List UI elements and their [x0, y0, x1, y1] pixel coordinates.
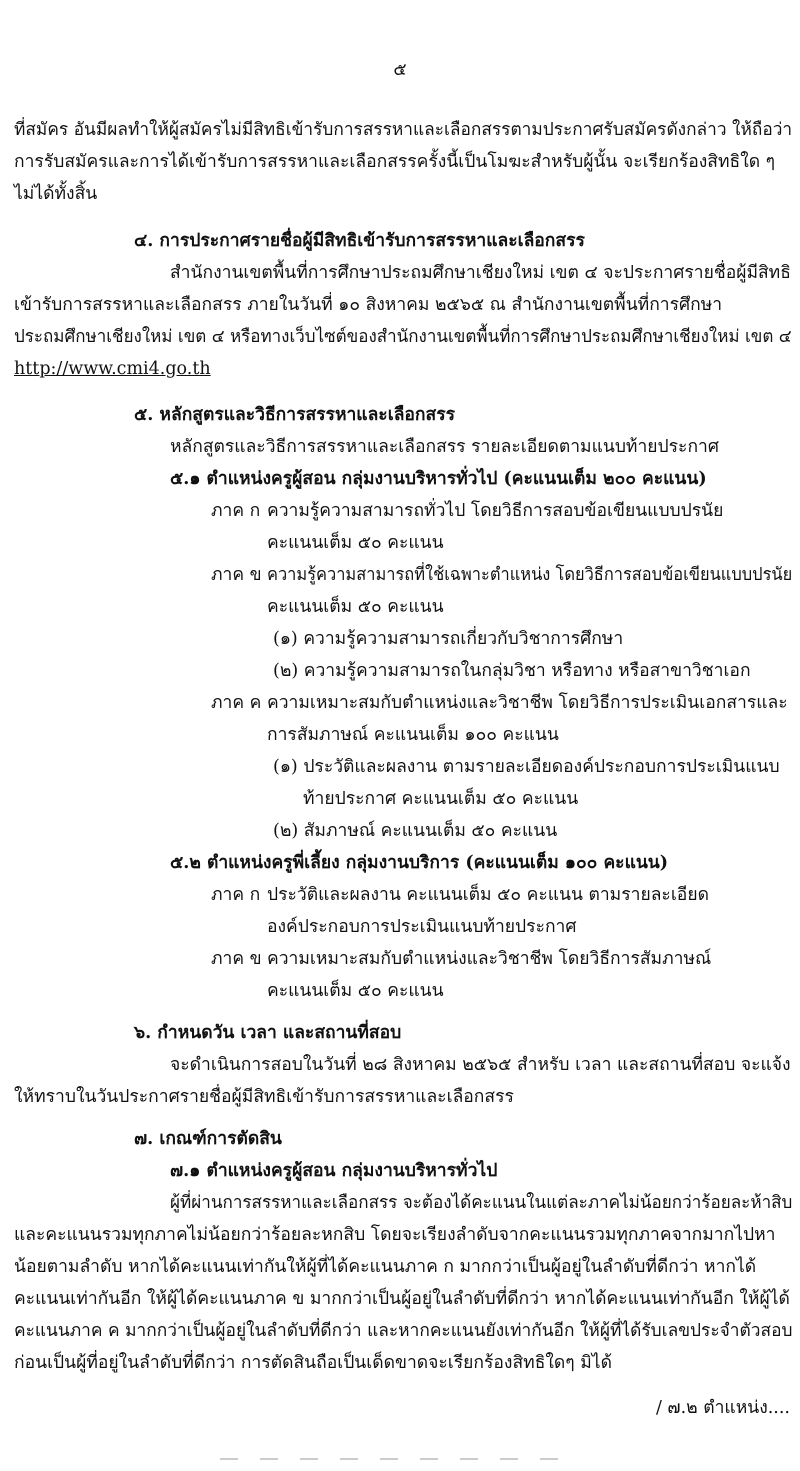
sub-item: (๒) ความรู้ความสามารถในกลุ่มวิชา หรือทาง หรือสาขาวิชาเอก [273, 661, 751, 681]
sub-item: (๑) ประวัติและผลงาน ตามรายละเอียดองค์ประกอบการประเมินแนบ [273, 757, 780, 777]
sub-item: (๒) สัมภาษณ์ คะแนนเต็ม ๕๐ คะแนน [273, 821, 558, 841]
part-label: ภาค ก [211, 885, 261, 905]
page-number: ๕ [393, 60, 407, 80]
part-label: ภาค ค [211, 693, 262, 713]
paragraph-line: และคะแนนรวมทุกภาคไม่น้อยกว่าร้อยละหกสิบ โดยจะเรียงลำดับจากคะแนนรวมทุกภาคจากมากไปหา [14, 1225, 776, 1245]
section-heading-4: ๔. การประกาศรายชื่อผู้มีสิทธิเข้ารับการสรรหาและเลือกสรร [134, 231, 585, 251]
sub-item: (๑) ความรู้ความสามารถเกี่ยวกับวิชาการศึกษา [273, 629, 624, 649]
section-heading-7: ๗. เกณฑ์การตัดสิน [134, 1129, 282, 1149]
paragraph-line: น้อยตามลำดับ หากได้คะแนนเท่ากันให้ผู้ที่ได้คะแนนภาค ก มากกว่าเป็นผู้อยู่ในลำดับที่ดีกว่า หากได้ [14, 1257, 757, 1277]
paragraph-line: การรับสมัครและการได้เข้ารับการสรรหาและเลือกสรรครั้งนี้เป็นโมฆะสำหรับผู้นั้น จะเรียกร้องสิทธิใด ๆ [14, 152, 776, 172]
part-text: การสัมภาษณ์ คะแนนเต็ม ๑๐๐ คะแนน [267, 725, 559, 745]
part-label: ภาค ก [211, 501, 261, 521]
paragraph-line: จะดำเนินการสอบในวันที่ ๒๘ สิงหาคม ๒๕๖๕ สำหรับ เวลา และสถานที่สอบ จะแจ้ง [170, 1055, 791, 1075]
part-label: ภาค ข [211, 565, 262, 585]
subsection-heading-5-2: ๕.๒ ตำแหน่งครูพี่เลี้ยง กลุ่มงานบริการ (คะแนนเต็ม ๑๐๐ คะแนน) [170, 853, 669, 873]
part-text: ความเหมาะสมกับตำแหน่งและวิชาชีพ โดยวิธีการสัมภาษณ์ [267, 949, 712, 969]
continuation-marker: / ๗.๒ ตำแหน่ง.... [655, 1398, 790, 1418]
part-text: ประวัติและผลงาน คะแนนเต็ม ๕๐ คะแนน ตามรายละเอียด [267, 885, 709, 905]
website-link[interactable]: http://www.cmi4.go.th [14, 359, 211, 379]
sub-item: ท้ายประกาศ คะแนนเต็ม ๕๐ คะแนน [303, 789, 579, 809]
part-text: คะแนนเต็ม ๕๐ คะแนน [267, 981, 444, 1001]
paragraph-line: ประถมศึกษาเชียงใหม่ เขต ๔ หรือทางเว็บไซต์ของสำนักงานเขตพื้นที่การศึกษาประถมศึกษาเชียงใหม่ เขต ๔ [14, 327, 792, 347]
subsection-heading-7-1: ๗.๑ ตำแหน่งครูผู้สอน กลุ่มงานบริหารทั่วไป [170, 1161, 498, 1181]
paragraph-line: ไม่ได้ทั้งสิ้น [14, 184, 98, 204]
paragraph-line: สำนักงานเขตพื้นที่การศึกษาประถมศึกษาเชียงใหม่ เขต ๔ จะประกาศรายชื่อผู้มีสิทธิ [170, 263, 791, 283]
paragraph-line: หลักสูตรและวิธีการสรรหาและเลือกสรร รายละเอียดตามแนบท้ายประกาศ [170, 437, 719, 457]
paragraph-line: คะแนนเท่ากันอีก ให้ผู้ได้คะแนนภาค ข มากกว่าเป็นผู้อยู่ในลำดับที่ดีกว่า หากได้คะแนนเท่ากันอีก ให้ผู้ได้ [14, 1289, 790, 1309]
subsection-heading-5-1: ๕.๑ ตำแหน่งครูผู้สอน กลุ่มงานบริหารทั่วไป (คะแนนเต็ม ๒๐๐ คะแนน) [170, 469, 707, 489]
part-label: ภาค ข [211, 949, 262, 969]
part-text: ความเหมาะสมกับตำแหน่งและวิชาชีพ โดยวิธีการประเมินเอกสารและ [267, 693, 788, 713]
paragraph-line: เข้ารับการสรรหาและเลือกสรร ภายในวันที่ ๑๐ สิงหาคม ๒๕๖๕ ณ สำนักงานเขตพื้นที่การศึกษา [14, 295, 723, 315]
section-heading-5: ๕. หลักสูตรและวิธีการสรรหาและเลือกสรร [134, 405, 455, 425]
part-text: คะแนนเต็ม ๕๐ คะแนน [267, 533, 444, 553]
part-text: ความรู้ความสามารถทั่วไป โดยวิธีการสอบข้อเขียนแบบปรนัย [267, 501, 724, 521]
section-heading-6: ๖. กำหนดวัน เวลา และสถานที่สอบ [134, 1023, 402, 1043]
part-text: คะแนนเต็ม ๕๐ คะแนน [267, 597, 444, 617]
paragraph-line: ให้ทราบในวันประกาศรายชื่อผู้มีสิทธิเข้ารับการสรรหาและเลือกสรร [14, 1087, 514, 1107]
paragraph-line: คะแนนภาค ค มากกว่าเป็นผู้อยู่ในลำดับที่ดีกว่า และหากคะแนนยังเท่ากันอีก ให้ผู้ที่ได้รับเลขประจำตัวสอบ [14, 1321, 793, 1341]
paragraph-line: ที่สมัคร อันมีผลทำให้ผู้สมัครไม่มีสิทธิเข้ารับการสรรหาและเลือกสรรตามประกาศรับสมัครดังกล่าว ให้ถือว่า [14, 120, 793, 140]
paragraph-line: ผู้ที่ผ่านการสรรหาและเลือกสรร จะต้องได้คะแนนในแต่ละภาคไม่น้อยกว่าร้อยละห้าสิบ [170, 1193, 793, 1213]
part-text: ความรู้ความสามารถที่ใช้เฉพาะตำแหน่ง โดยวิธีการสอบข้อเขียนแบบปรนัย [267, 565, 793, 585]
paragraph-line: ก่อนเป็นผู้ที่อยู่ในลำดับที่ดีกว่า การตัดสินถือเป็นเด็ดขาดจะเรียกร้องสิทธิใดๆ มิได้ [14, 1353, 612, 1373]
part-text: องค์ประกอบการประเมินแนบท้ายประกาศ [267, 917, 577, 937]
scan-artifact [220, 1458, 580, 1460]
